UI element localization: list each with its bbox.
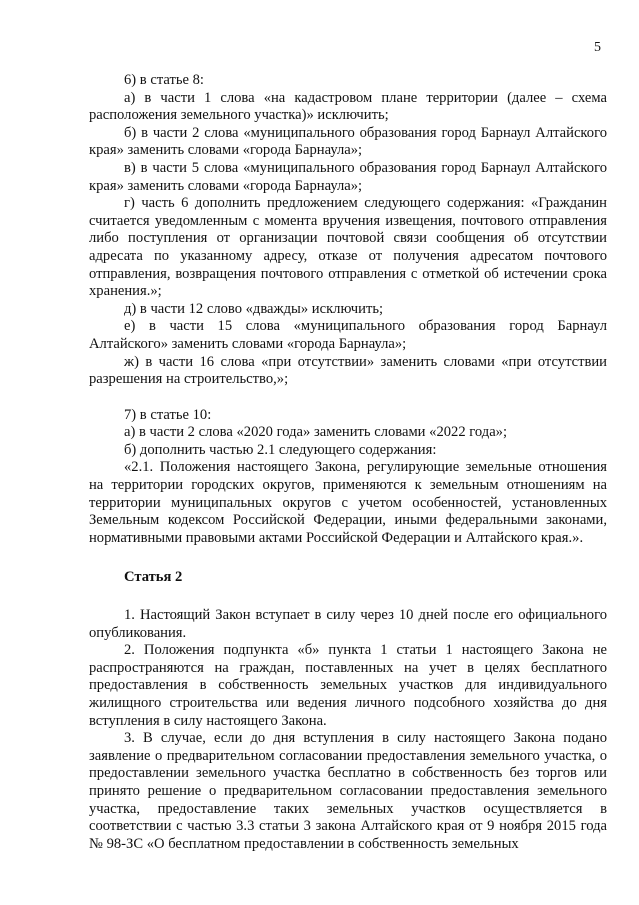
paragraph: 2. Положения подпункта «б» пункта 1 статьи 1 настоящего Закона не распространяются на граждан, поставленных на учет в целях бесплатного предоставления в собственность земельных участков для индивидуального жилищного строительства или ведения личного подсобного хозяйства до дня вступления в силу настоящего Закона. bbox=[89, 642, 607, 729]
paragraph: б) в части 2 слова «муниципального образования город Барнаул Алтайского края» заменить словами «города Барнаула»; bbox=[89, 124, 607, 159]
paragraph: 3. В случае, если до дня вступления в силу настоящего Закона подано заявление о предварительном согласовании предоставления земельного участка, о предоставлении земельного участка бесплатно в собственность без торгов или принято решение о предварительном согласовании предоставления земельного участка, предоставление таких земельных участков осуществляется в соответствии с частью 3.3 статьи 3 закона Алтайского края от 9 ноября 2015 года № 98-ЗС «О бесплатном предоставлении в собственность земельных bbox=[89, 730, 607, 852]
document-body bbox=[89, 72, 607, 853]
article-heading: Статья 2 bbox=[124, 569, 183, 586]
paragraph: «2.1. Положения настоящего Закона, регулирующие земельные отношения на территории городских округов, применяются к земельным отношениям на территории муниципальных округов с учетом особенностей, установленных Земельным кодексом Российской Федерации, иными федеральными законами, нормативными правовыми актами Российской Федерации и Алтайского края.». bbox=[89, 459, 607, 546]
paragraph: а) в части 2 слова «2020 года» заменить словами «2022 года»; bbox=[124, 424, 508, 441]
spacer bbox=[89, 587, 607, 607]
paragraph: 1. Настоящий Закон вступает в силу через 10 дней после его официального опубликования. bbox=[89, 607, 607, 641]
paragraph: б) дополнить частью 2.1 следующего содержания: bbox=[124, 441, 437, 458]
paragraph: 7) в статье 10: bbox=[124, 406, 212, 423]
spacer bbox=[89, 547, 607, 567]
paragraph: д) в части 12 слово «дважды» исключить; bbox=[124, 300, 384, 317]
page-number: 5 bbox=[594, 40, 601, 55]
paragraph: в) в части 5 слова «муниципального образования город Барнаул Алтайского края» заменить словами «города Барнаула»; bbox=[89, 159, 607, 194]
paragraph: е) в части 15 слова «муниципального образования город Барнаул Алтайского» заменить словами «города Барнаула»; bbox=[89, 318, 607, 352]
paragraph: г) часть 6 дополнить предложением следующего содержания: «Гражданин считается уведомленным с момента вручения извещения, почтового отправления либо поступления от организации почтовой связи сообщения об отсутствии адресата по указанному адресу, отказе от получения адресатом почтового отправления, возвращения почтового отправления с отметкой об истечении срока хранения.»; bbox=[89, 195, 607, 300]
spacer bbox=[89, 389, 607, 407]
paragraph: ж) в части 16 слова «при отсутствии» заменить словами «при отсутствии разрешения на строительство,»; bbox=[89, 353, 607, 388]
paragraph: а) в части 1 слова «на кадастровом плане территории (далее – схема расположения земельного участка)» исключить; bbox=[89, 89, 607, 124]
paragraph: 6) в статье 8: bbox=[124, 72, 204, 88]
